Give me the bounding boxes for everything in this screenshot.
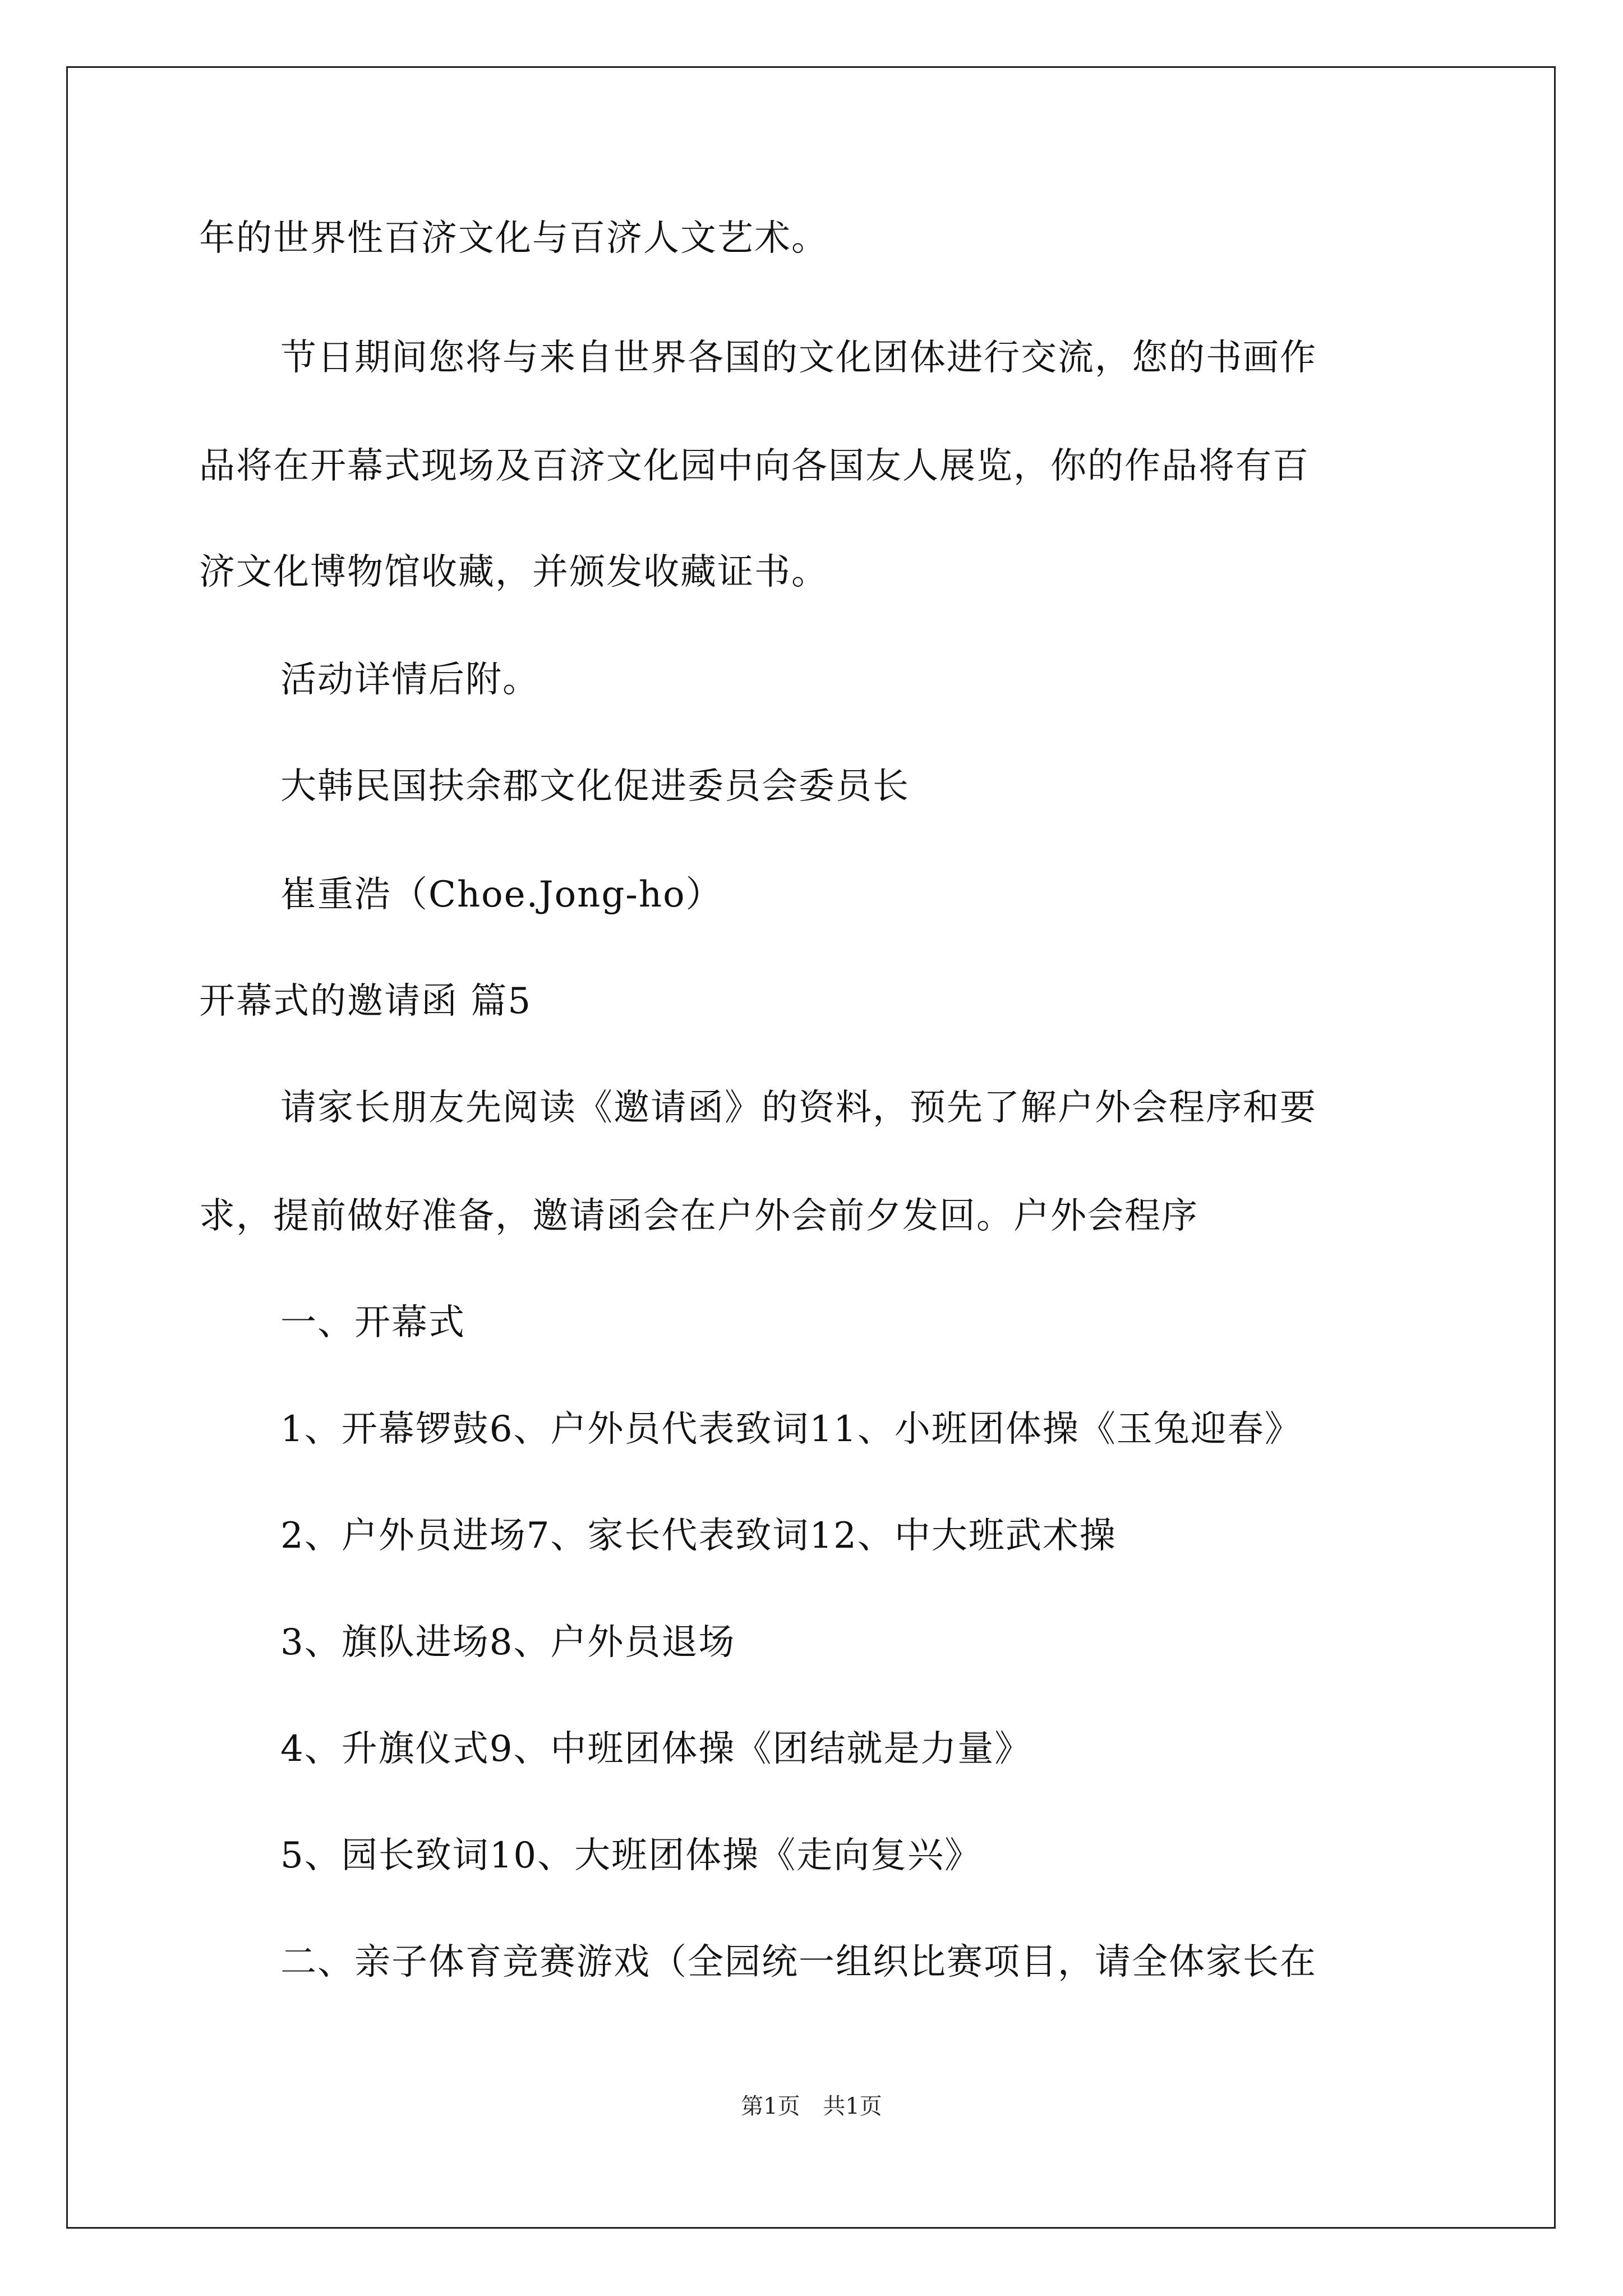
page-border: [66, 66, 1556, 2229]
text-line: 大韩民国扶余郡文化促进委员会委员长: [280, 766, 910, 807]
text-line: 3、旗队进场8、户外员退场: [280, 1622, 736, 1663]
text-line: 求，提前做好准备，邀请函会在户外会前夕发回。户外会程序: [199, 1195, 1198, 1237]
text-line: 活动详情后附。: [280, 659, 540, 701]
text-line: 节日期间您将与来自世界各国的文化团体进行交流，您的书画作: [280, 337, 1317, 379]
text-line: 年的世界性百济文化与百济人文艺术。: [199, 218, 828, 259]
page-number-current: 第1页: [741, 2093, 800, 2119]
text-line: 二、亲子体育竞赛游戏（全园统一组织比赛项目，请全体家长在: [280, 1941, 1317, 1983]
text-line: 一、开幕式: [280, 1302, 465, 1343]
text-line: 济文化博物馆收藏，并颁发收藏证书。: [199, 551, 828, 593]
text-line: 2、户外员进场7、家长代表致词12、中大班武术操: [280, 1515, 1117, 1557]
section-heading: 开幕式的邀请函 篇5: [199, 981, 532, 1022]
text-line: 崔重浩（Choe.Jong-ho）: [280, 874, 723, 915]
text-line: 请家长朋友先阅读《邀请函》的资料，预先了解户外会程序和要: [280, 1087, 1317, 1129]
page-number-total: 共1页: [823, 2093, 882, 2119]
text-line: 4、升旗仪式9、中班团体操《团结就是力量》: [280, 1728, 1032, 1770]
text-line: 1、开幕锣鼓6、户外员代表致词11、小班团体操《玉兔迎春》: [280, 1409, 1302, 1450]
text-line: 5、园长致词10、大班团体操《走向复兴》: [280, 1835, 982, 1876]
page-footer: [0, 2092, 1623, 2120]
text-line: 品将在开幕式现场及百济文化园中向各国友人展览，你的作品将有百: [199, 445, 1310, 487]
